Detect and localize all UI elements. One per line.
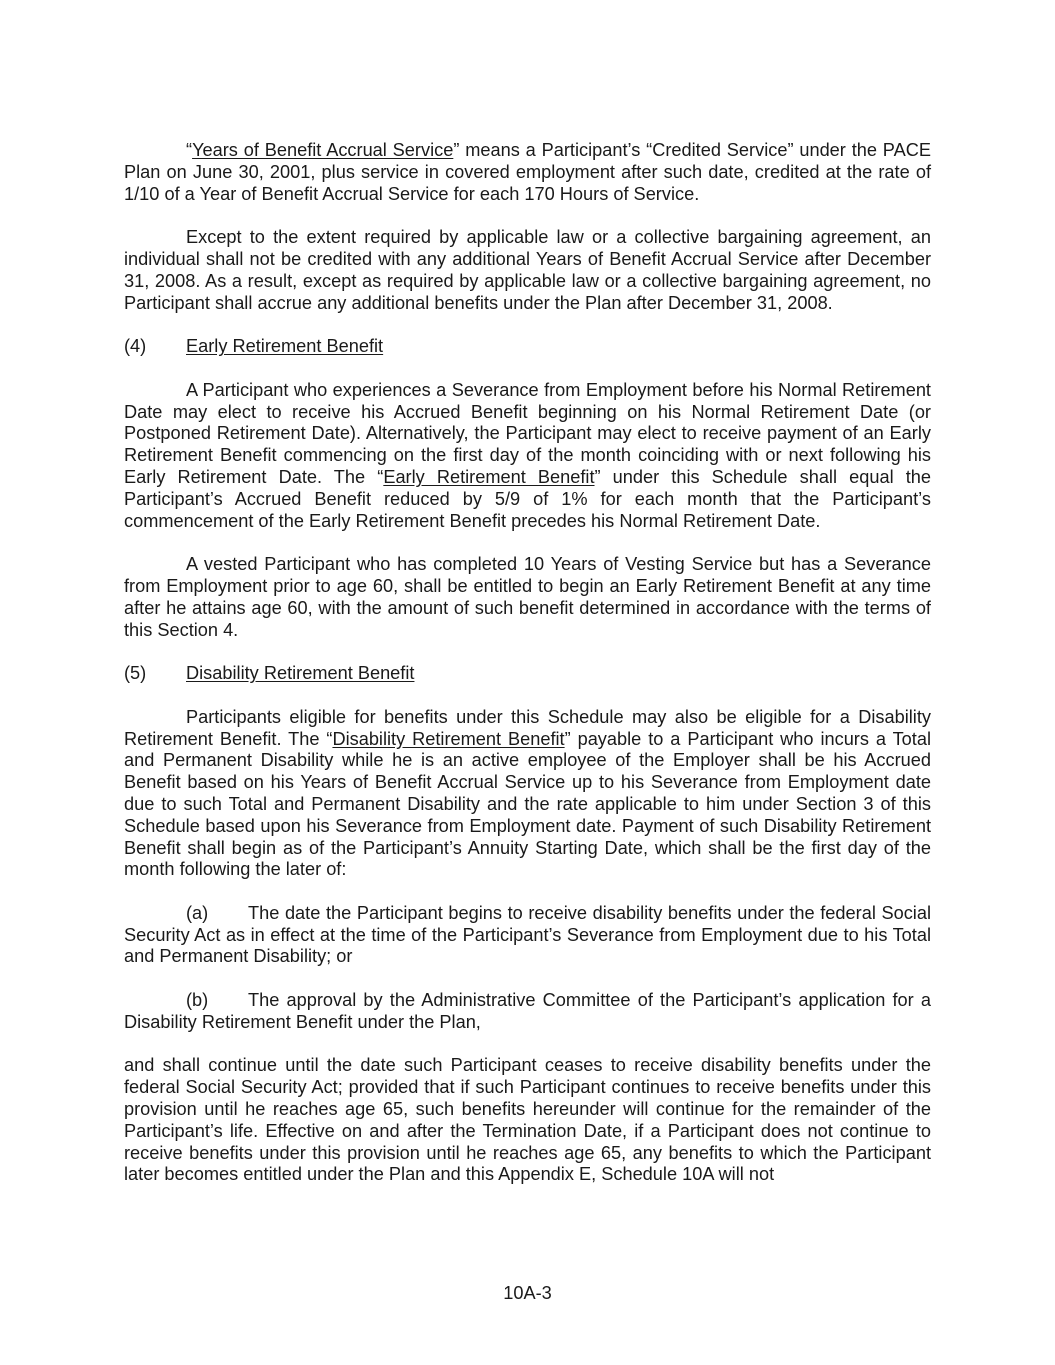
defined-term-early-retirement-benefit: Early Retirement Benefit <box>383 466 595 487</box>
accrual-cessation-paragraph: Except to the extent required by applicable law or a collective bargaining agreement, an individual shall not be credited with any additional Years of Benefit Accrual Service after December 31, 2008. As a result, except as required by applicable law or a collective bargaining agreement, no Participant shall accrue any additional benefits under the Plan after December 31, 2008. <box>124 227 931 313</box>
vested-participant-paragraph: A vested Participant who has completed 10 Years of Vesting Service but has a Severance from Employment prior to age 60, shall be entitled to begin an Early Retirement Benefit at any time after he attains age 60, with the amount of such benefit determined in accordance with the terms of this Section 4. <box>124 554 931 640</box>
section-5-heading <box>124 663 931 685</box>
document-page <box>124 140 931 1208</box>
section-5-number: (5) <box>124 663 147 684</box>
definition-text: ” means a Participant’s “Credited Service” under the PACE Plan on June 30, 2001, plus service in covered employment after such date, credited at the rate of 1/10 of a Year of Benefit Accrual Service for each 170 Hours of Service. <box>124 140 931 204</box>
section-4-number: (4) <box>124 336 147 357</box>
list-item-b-text: The approval by the Administrative Committee of the Participant’s application for a Disability Retirement Benefit under the Plan, <box>124 990 931 1032</box>
page-number: 10A-3 <box>503 1283 552 1303</box>
years-benefit-accrual-definition <box>124 140 931 205</box>
section-4-heading <box>124 336 931 358</box>
defined-term-years-benefit-accrual-service: Years of Benefit Accrual Service <box>192 140 454 160</box>
continuation-paragraph: and shall continue until the date such Participant ceases to receive disability benefits under the federal Social Security Act; provided that if such Participant continues to receive benefits under this provision until he reaches age 65, such benefits hereunder will continue for the remainder of the Participant’s life. Effective on and after the Termination Date, if a Participant does not continue to receive benefits under this provision until he reaches age 65, any benefits to which the Participant later becomes entitled under the Plan and this Appendix E, Schedule 10A will not <box>124 1055 931 1185</box>
list-item-b <box>124 990 931 1034</box>
section-5-title: Disability Retirement Benefit <box>186 663 415 684</box>
disability-text-after: ” payable to a Participant who incurs a Total and Permanent Disability while he is an active employee of the Employer shall be his Accrued Benefit based on his Years of Benefit Accrual Service up to his Severance from Employment date due to such Total and Permanent Disability and the rate applicable to him under Section 3 of this Schedule based upon his Severance from Employment date. Payment of such Disability Retirement Benefit shall begin as of the Participant’s Annuity Starting Date, which shall be the first day of the month following the later of: <box>124 728 931 880</box>
list-item-a-text: The date the Participant begins to receive disability benefits under the federal Social Security Act as in effect at the time of the Participant’s Severance from Employment due to his Total and Permanent Disability; or <box>124 902 931 967</box>
list-marker-b: (b) <box>186 990 209 1011</box>
early-retirement-paragraph <box>124 380 931 533</box>
early-retirement-text-before: A Participant who experiences a Severance from Employment before his Normal Retirement Date may elect to receive his Accrued Benefit beginning on his Normal Retirement Date (or Postponed Retirement Date). Alternatively, the Participant may elect to receive payment of an Early Retirement Benefit commencing on the first day of the month coinciding with or next following his Early Retirement Date. The “ <box>124 379 931 487</box>
defined-term-disability-retirement-benefit: Disability Retirement Benefit <box>332 728 565 749</box>
early-retirement-text-after: ” under this Schedule shall equal the Participant’s Accrued Benefit reduced by 5/9 of 1% for each month that the Participant’s commencement of the Early Retirement Benefit precedes his Normal Retirement Date. <box>124 466 931 531</box>
section-4-title: Early Retirement Benefit <box>186 336 384 357</box>
list-marker-a: (a) <box>186 902 209 923</box>
open-quote: “ <box>186 140 193 160</box>
list-item-a <box>124 903 931 968</box>
disability-text-before: Participants eligible for benefits under this Schedule may also be eligible for a Disability Retirement Benefit. The “ <box>124 706 931 749</box>
disability-retirement-paragraph <box>124 707 931 881</box>
